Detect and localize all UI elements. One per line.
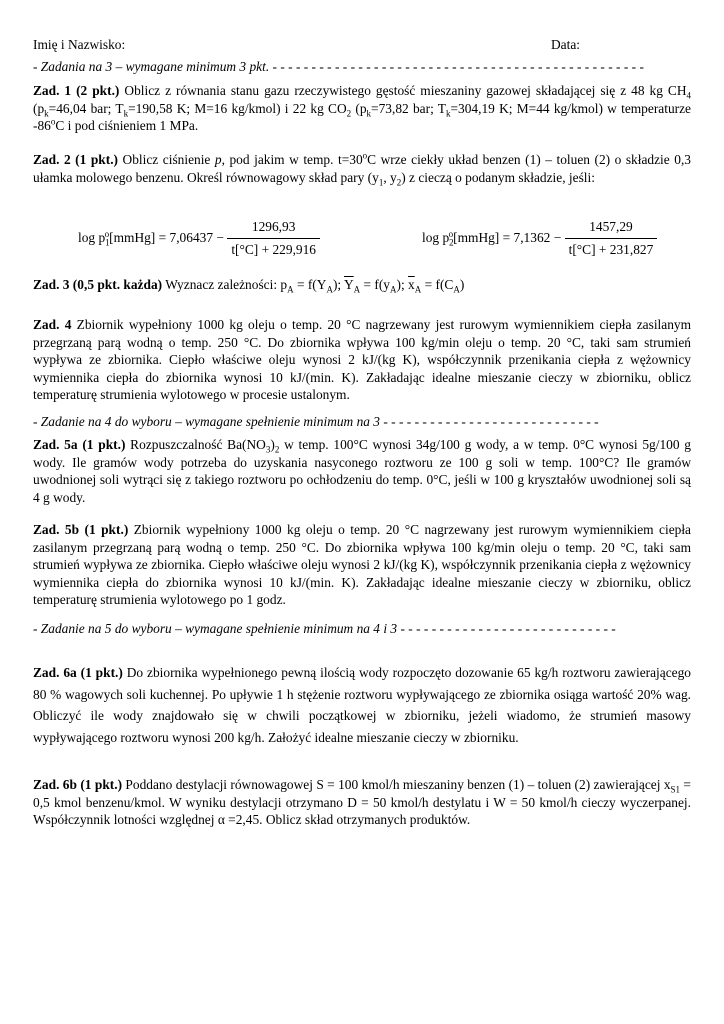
task-4: Zad. 4 Zbiornik wypełniony 1000 kg oleju o temp. 20 °C nagrzewany jest rurowym wymiennikiem ciepła zasilanym przegrzaną parą wodną o temp. 250 °C. Do zbiornika wpływa 100 kg/min oleju o temp. 20 °C, taki sam strumień wypływa ze zbiornika. Ciepło właściwe oleju wynosi 2 kJ/(kg K), współczynnik przenikania ciepła z wężownicy wymiennika ciepła do zbiornika wynosi 10 kJ/(min. K). Zakładając idealne mieszanie cieczy w zbiorniku, oblicz temperaturę strumienia wylotowego w procesie ustalonym. (33, 317, 692, 403)
date-label: Data: (551, 37, 580, 52)
task-5a-title: Zad. 5a (1 pkt.) (33, 437, 126, 452)
fraction-benzene: $\frac{1296,93}{t[^\circ C] + 229,916}$ (227, 218, 320, 258)
task-6b: Zad. 6b (1 pkt.) Poddano destylacji równowagowej S = 100 kmol/h mieszaniny benzen (1) – toluen (2) zawierającej $x_{S1} = 0,5$ kmol benzenu/kmol. W wyniku destylacji otrzymano D = 50 kmol/h destylatu i W = 50 kmol/h cieczy wyczerpanej. Współczynnik lotności względnej α =2,45. Oblicz skład otrzymanych produktów. (33, 777, 691, 828)
task-3-title: Zad. 3 (0,5 pkt. każda) (33, 277, 163, 292)
task-1-title: Zad. 1 (2 pkt.) (33, 83, 120, 98)
task-5a: Zad. 5a (1 pkt.) Rozpuszczalność $Ba(NO_3)_2$ w temp. 100°C wynosi 34g/100 g wody, a w temp. 0°C wynosi 5g/100 g wody. Ile gramów wody potrzeba do uzyskania nasyconego roztworu ze 100 g soli w temp. 100°C? Ile gramów uwodnionej soli wytrąci się z takiego roztworu po ochłodzeniu do temp. 0°C, jeśli w 100 g kryształów uwodnionej soli są 4 g wody. (33, 437, 691, 505)
name-label: Imię i Nazwisko: (33, 37, 126, 52)
section-header-grade-3: - Zadania na 3 – wymagane minimum 3 pkt. - - - - - - - - - - - - - - - - - - - - - - - - - - - - - - - - - - - - - - - - - - - - - - - - (33, 59, 644, 74)
task-5b-title: Zad. 5b (1 pkt.) (33, 522, 129, 537)
task-4-title: Zad. 4 (33, 317, 72, 332)
section-header-grade-4: - Zadanie na 4 do wyboru – wymagane spełnienie minimum na 3 - - - - - - - - - - - - - - - - - - - - - - - - - - - - (33, 414, 599, 429)
task-6a-title: Zad. 6a (1 pkt.) (33, 665, 123, 680)
equation-antoine-benzene: $\log p_1^o[mmHg] = 7,06437$ − $\frac{1296,93}{t[^\circ C] + 229,916}$ (78, 218, 320, 258)
task-3: Zad. 3 (0,5 pkt. każda) Wyznacz zależności: $p_A = f(Y_A)$; $\overline{Y}_A = f(y_A)$; $\overline{x}_A = f(C_A)$ (33, 277, 465, 295)
header (33, 36, 691, 54)
task-2-title: Zad. 2 (1 pkt.) (33, 152, 119, 167)
task-2: Zad. 2 (1 pkt.) Oblicz ciśnienie p, pod jakim w temp. $t=30^oC$ wrze ciekły układ benzen (1) – toluen (2) o składzie 0,3 ułamka molowego benzenu. Określ równowagowy skład pary ($y_1$, $y_2$) z cieczą o podanym składzie, jeśli: (33, 150, 691, 188)
task-6b-title: Zad. 6b (1 pkt.) (33, 777, 123, 792)
worksheet-page (33, 0, 691, 1024)
fraction-toluene: $\frac{1457,29}{t[^\circ C] + 231,827}$ (565, 218, 658, 258)
task-5b: Zad. 5b (1 pkt.) Zbiornik wypełniony 1000 kg oleju o temp. 20 °C nagrzewany jest rurowym wymiennikiem ciepła zasilanym przegrzaną parą wodną o temp. 250 °C. Do zbiornika wpływa 100 kg/min oleju o temp. 20 °C, taki sam strumień wypływa ze zbiornika. Ciepło właściwe oleju wynosi 2 kJ/(kg K), współczynnik przenikania ciepła z wężownicy wymiennika ciepła do zbiornika wynosi 10 kJ/(min. K). Zakładając idealne mieszanie cieczy w zbiorniku, oblicz temperaturę strumienia wylotowego po 1 godz. (33, 522, 691, 608)
section-header-grade-5: - Zadanie na 5 do wyboru – wymagane spełnienie minimum na 4 i 3 - - - - - - - - - - - - - - - - - - - - - - - - - - - - (33, 621, 616, 636)
equation-antoine-toluene: $\log p_2^o[mmHg] = 7,1362$ − $\frac{1457,29}{t[^\circ C] + 231,827}$ (422, 218, 657, 258)
task-6a: Zad. 6a (1 pkt.) Do zbiornika wypełnionego pewną ilością wody rozpoczęto dozowanie 65 kg/h roztworu zawierającego 80 % wagowych soli kuchennej. Po upływie 1 h stężenie roztworu wypływającego ze zbiornika osiąga wartość 20% wag. Obliczyć ile wody znajdowało się w chwili początkowej w zbiorniku, jeżeli wiadomo, że strumień masowy wypływającego roztworu wynosi 200 kg/h. Założyć idealne mieszanie cieczy w zbiorniku. (33, 665, 691, 745)
task-1: Zad. 1 (2 pkt.) Oblicz z równania stanu gazu rzeczywistego gęstość mieszaniny gazowej składającej się z 48 kg $CH_4$ ($p_k=46,04$ bar; $T_k=190,58$ K; M=16 kg/kmol) i 22 kg $CO_2$ ($p_k=73,82$ bar; $T_k=304,19$ K; M=44 kg/kmol) w temperaturze -86$^o$C i pod ciśnieniem 1 MPa. (33, 83, 691, 134)
